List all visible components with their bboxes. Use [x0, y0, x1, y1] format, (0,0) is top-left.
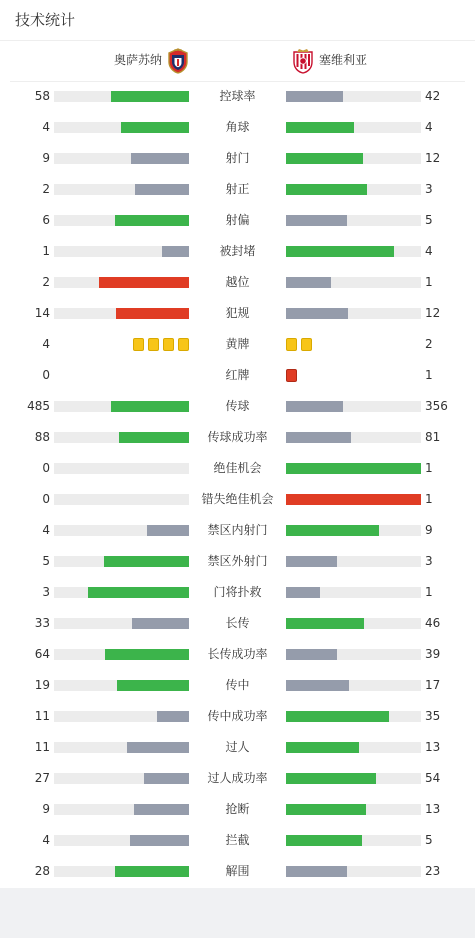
- away-stat-bar: [286, 804, 421, 815]
- page-title: 技术统计: [15, 11, 76, 29]
- away-stat-value: 13: [425, 802, 441, 816]
- away-stat-bar-fill: [286, 153, 363, 164]
- away-stat-bar: [286, 742, 421, 753]
- away-stat-value: 4: [425, 244, 433, 258]
- home-stat-value: 9: [42, 802, 50, 816]
- stat-row: [0, 577, 475, 608]
- home-stat-bar: [54, 277, 189, 288]
- home-stat-bar-fill: [119, 432, 189, 443]
- away-stat-value: 46: [425, 616, 441, 630]
- stat-row: [0, 391, 475, 422]
- away-stat-bar: [286, 866, 421, 877]
- away-stat-bar-fill: [286, 866, 347, 877]
- away-team-name: 塞维利亚: [319, 53, 368, 67]
- away-stat-bar: [286, 246, 421, 257]
- away-stat-bar: [286, 277, 421, 288]
- home-stat-bar-fill: [88, 587, 189, 598]
- stat-row: [0, 856, 475, 887]
- stat-label: 传球成功率: [207, 430, 268, 444]
- stat-label: 犯规: [225, 306, 250, 320]
- away-stat-bar-fill: [286, 742, 359, 753]
- away-stat-value: 1: [425, 275, 433, 289]
- stat-row: [0, 825, 475, 856]
- home-stat-value: 88: [34, 430, 50, 444]
- away-cards: [286, 369, 297, 382]
- home-stat-bar: [54, 835, 189, 846]
- home-stat-value: 27: [34, 771, 50, 785]
- away-stat-value: 5: [425, 833, 433, 847]
- home-stat-value: 2: [42, 275, 50, 289]
- away-stat-bar: [286, 494, 421, 505]
- away-stat-value: 3: [425, 554, 433, 568]
- stats-list: [0, 81, 475, 887]
- away-stat-bar-fill: [286, 556, 337, 567]
- home-team-name: 奥萨苏纳: [113, 53, 162, 67]
- away-stat-bar: [286, 773, 421, 784]
- home-stat-bar-fill: [162, 246, 189, 257]
- away-stat-bar-fill: [286, 401, 343, 412]
- stat-label: 绝佳机会: [213, 461, 262, 475]
- osasuna-crest-icon: [167, 48, 189, 74]
- stat-label: 射门: [225, 151, 250, 165]
- away-stat-bar-fill: [286, 525, 379, 536]
- away-cards: [286, 338, 312, 351]
- home-stat-bar-fill: [104, 556, 189, 567]
- away-stat-value: 1: [425, 492, 433, 506]
- home-stat-bar: [54, 587, 189, 598]
- home-stat-value: 19: [34, 678, 50, 692]
- away-stat-bar: [286, 556, 421, 567]
- away-stat-bar-fill: [286, 277, 331, 288]
- away-stat-bar-fill: [286, 804, 366, 815]
- away-stat-bar-fill: [286, 184, 367, 195]
- home-stat-bar: [54, 432, 189, 443]
- away-stat-value: 9: [425, 523, 433, 537]
- stat-label: 射正: [225, 182, 250, 196]
- away-stat-bar: [286, 153, 421, 164]
- stat-label: 长传成功率: [207, 647, 268, 661]
- home-stat-bar: [54, 680, 189, 691]
- away-stat-value: 81: [425, 430, 441, 444]
- home-stat-bar-fill: [135, 184, 189, 195]
- away-stat-bar-fill: [286, 432, 351, 443]
- away-stat-bar: [286, 215, 421, 226]
- yellow-card-icon: [148, 338, 159, 351]
- home-stat-bar-fill: [111, 401, 189, 412]
- home-stat-value: 4: [42, 120, 50, 134]
- home-stat-bar-fill: [127, 742, 189, 753]
- away-stat-value: 1: [425, 368, 433, 382]
- away-stat-value: 5: [425, 213, 433, 227]
- stat-row: [0, 112, 475, 143]
- away-stat-bar-fill: [286, 494, 421, 505]
- away-stat-bar-fill: [286, 587, 320, 598]
- away-stat-bar-fill: [286, 618, 364, 629]
- stat-label: 传中成功率: [207, 709, 268, 723]
- stat-label: 长传: [225, 616, 250, 630]
- home-stat-value: 6: [42, 213, 50, 227]
- away-stat-bar: [286, 680, 421, 691]
- stat-row: [0, 515, 475, 546]
- stat-label: 抢断: [225, 802, 250, 816]
- yellow-card-icon: [178, 338, 189, 351]
- home-stat-bar: [54, 463, 189, 474]
- home-stat-bar: [54, 525, 189, 536]
- stat-row: [0, 236, 475, 267]
- yellow-card-icon: [301, 338, 312, 351]
- home-stat-value: 11: [34, 740, 50, 754]
- home-stat-bar-fill: [116, 308, 189, 319]
- home-stat-value: 0: [42, 368, 50, 382]
- stat-label: 控球率: [219, 89, 256, 103]
- stat-row: [0, 732, 475, 763]
- away-stat-bar-fill: [286, 308, 348, 319]
- away-stat-bar-fill: [286, 649, 337, 660]
- home-stat-value: 2: [42, 182, 50, 196]
- home-stat-value: 28: [34, 864, 50, 878]
- stat-row: [0, 329, 475, 360]
- away-stat-bar: [286, 525, 421, 536]
- stat-row: [0, 453, 475, 484]
- teams-header: [0, 41, 475, 81]
- home-stat-bar: [54, 184, 189, 195]
- stat-label: 红牌: [225, 368, 250, 382]
- away-stat-bar-fill: [286, 246, 394, 257]
- away-stat-bar: [286, 463, 421, 474]
- red-card-icon: [286, 369, 297, 382]
- home-stat-bar: [54, 649, 189, 660]
- home-stat-bar-fill: [157, 711, 189, 722]
- home-stat-bar: [54, 153, 189, 164]
- home-stat-value: 33: [34, 616, 50, 630]
- away-stat-value: 54: [425, 771, 441, 785]
- stat-label: 禁区外射门: [207, 554, 268, 568]
- home-stat-value: 14: [34, 306, 50, 320]
- away-stat-bar: [286, 91, 421, 102]
- home-stat-value: 5: [42, 554, 50, 568]
- away-stat-value: 3: [425, 182, 433, 196]
- home-stat-bar-fill: [105, 649, 189, 660]
- yellow-card-icon: [286, 338, 297, 351]
- away-stat-bar-fill: [286, 122, 354, 133]
- away-stat-value: 1: [425, 585, 433, 599]
- away-stat-bar: [286, 432, 421, 443]
- home-stat-bar: [54, 742, 189, 753]
- stat-row: [0, 763, 475, 794]
- home-stat-value: 4: [42, 833, 50, 847]
- away-stat-bar-fill: [286, 680, 349, 691]
- home-stat-bar-fill: [132, 618, 189, 629]
- home-stat-bar: [54, 91, 189, 102]
- away-stat-bar-fill: [286, 773, 376, 784]
- sevilla-crest-icon: [292, 48, 314, 74]
- away-stat-value: 23: [425, 864, 441, 878]
- stat-row: [0, 81, 475, 112]
- away-stat-bar: [286, 401, 421, 412]
- home-stat-bar: [54, 246, 189, 257]
- home-stat-bar-fill: [131, 153, 189, 164]
- stat-label: 拦截: [225, 833, 250, 847]
- home-stat-bar: [54, 804, 189, 815]
- away-stat-bar: [286, 618, 421, 629]
- home-stat-value: 58: [34, 89, 50, 103]
- home-stat-bar-fill: [117, 680, 189, 691]
- away-stat-value: 4: [425, 120, 433, 134]
- away-stat-value: 12: [425, 151, 441, 165]
- stat-label: 传球: [225, 399, 250, 413]
- stat-row: [0, 174, 475, 205]
- stat-label: 传中: [225, 678, 250, 692]
- home-stat-bar: [54, 308, 189, 319]
- home-stat-bar-fill: [144, 773, 189, 784]
- stat-row: [0, 267, 475, 298]
- stat-row: [0, 422, 475, 453]
- stat-label: 错失绝佳机会: [201, 492, 274, 506]
- away-stat-value: 39: [425, 647, 441, 661]
- away-stat-value: 35: [425, 709, 441, 723]
- stat-row: [0, 484, 475, 515]
- home-stat-bar: [54, 866, 189, 877]
- home-stat-bar-fill: [115, 866, 189, 877]
- home-stat-value: 1: [42, 244, 50, 258]
- stat-label: 解围: [225, 864, 250, 878]
- away-stat-value: 1: [425, 461, 433, 475]
- stat-row: [0, 794, 475, 825]
- stat-label: 黄牌: [225, 337, 250, 351]
- away-stat-bar: [286, 835, 421, 846]
- away-stat-bar-fill: [286, 91, 343, 102]
- stat-row: [0, 608, 475, 639]
- away-stat-bar: [286, 587, 421, 598]
- home-stat-value: 4: [42, 337, 50, 351]
- home-stat-bar-fill: [147, 525, 189, 536]
- stat-row: [0, 670, 475, 701]
- stat-row: [0, 360, 475, 391]
- home-stat-bar-fill: [99, 277, 189, 288]
- stat-row: [0, 546, 475, 577]
- home-stat-bar: [54, 556, 189, 567]
- away-stat-bar-fill: [286, 215, 347, 226]
- stat-label: 越位: [225, 275, 250, 289]
- home-cards: [133, 338, 189, 351]
- stat-row: [0, 639, 475, 670]
- stat-row: [0, 701, 475, 732]
- home-stat-value: 11: [34, 709, 50, 723]
- home-stat-value: 485: [27, 399, 50, 413]
- home-stat-bar: [54, 215, 189, 226]
- away-stat-bar-fill: [286, 711, 389, 722]
- home-stat-value: 0: [42, 461, 50, 475]
- home-stat-value: 4: [42, 523, 50, 537]
- stat-label: 过人成功率: [207, 771, 268, 785]
- away-stat-value: 13: [425, 740, 441, 754]
- home-stat-bar-fill: [115, 215, 189, 226]
- away-stat-bar: [286, 308, 421, 319]
- away-stat-bar: [286, 122, 421, 133]
- away-stat-bar: [286, 711, 421, 722]
- stat-label: 过人: [225, 740, 250, 754]
- home-stat-bar: [54, 773, 189, 784]
- stat-row: [0, 205, 475, 236]
- stat-label: 门将扑救: [213, 585, 262, 599]
- home-stat-bar-fill: [111, 91, 189, 102]
- home-stat-bar-fill: [121, 122, 189, 133]
- home-stat-bar: [54, 494, 189, 505]
- yellow-card-icon: [163, 338, 174, 351]
- stat-label: 被封堵: [219, 244, 256, 258]
- home-stat-bar: [54, 618, 189, 629]
- stat-label: 禁区内射门: [207, 523, 268, 537]
- away-stat-bar-fill: [286, 835, 362, 846]
- home-stat-value: 64: [34, 647, 50, 661]
- stat-row: [0, 298, 475, 329]
- away-stat-bar: [286, 649, 421, 660]
- home-stat-value: 0: [42, 492, 50, 506]
- away-stat-bar-fill: [286, 463, 421, 474]
- home-stat-value: 3: [42, 585, 50, 599]
- away-stat-value: 356: [425, 399, 448, 413]
- away-stat-value: 2: [425, 337, 433, 351]
- stat-label: 射偏: [225, 213, 250, 227]
- home-stat-bar-fill: [134, 804, 189, 815]
- home-stat-bar: [54, 122, 189, 133]
- away-stat-bar: [286, 184, 421, 195]
- home-stat-value: 9: [42, 151, 50, 165]
- stat-label: 角球: [225, 120, 250, 134]
- home-stat-bar: [54, 401, 189, 412]
- stat-row: [0, 143, 475, 174]
- home-stat-bar: [54, 711, 189, 722]
- yellow-card-icon: [133, 338, 144, 351]
- away-stat-value: 17: [425, 678, 441, 692]
- away-stat-value: 42: [425, 89, 441, 103]
- home-stat-bar-fill: [130, 835, 189, 846]
- away-stat-value: 12: [425, 306, 441, 320]
